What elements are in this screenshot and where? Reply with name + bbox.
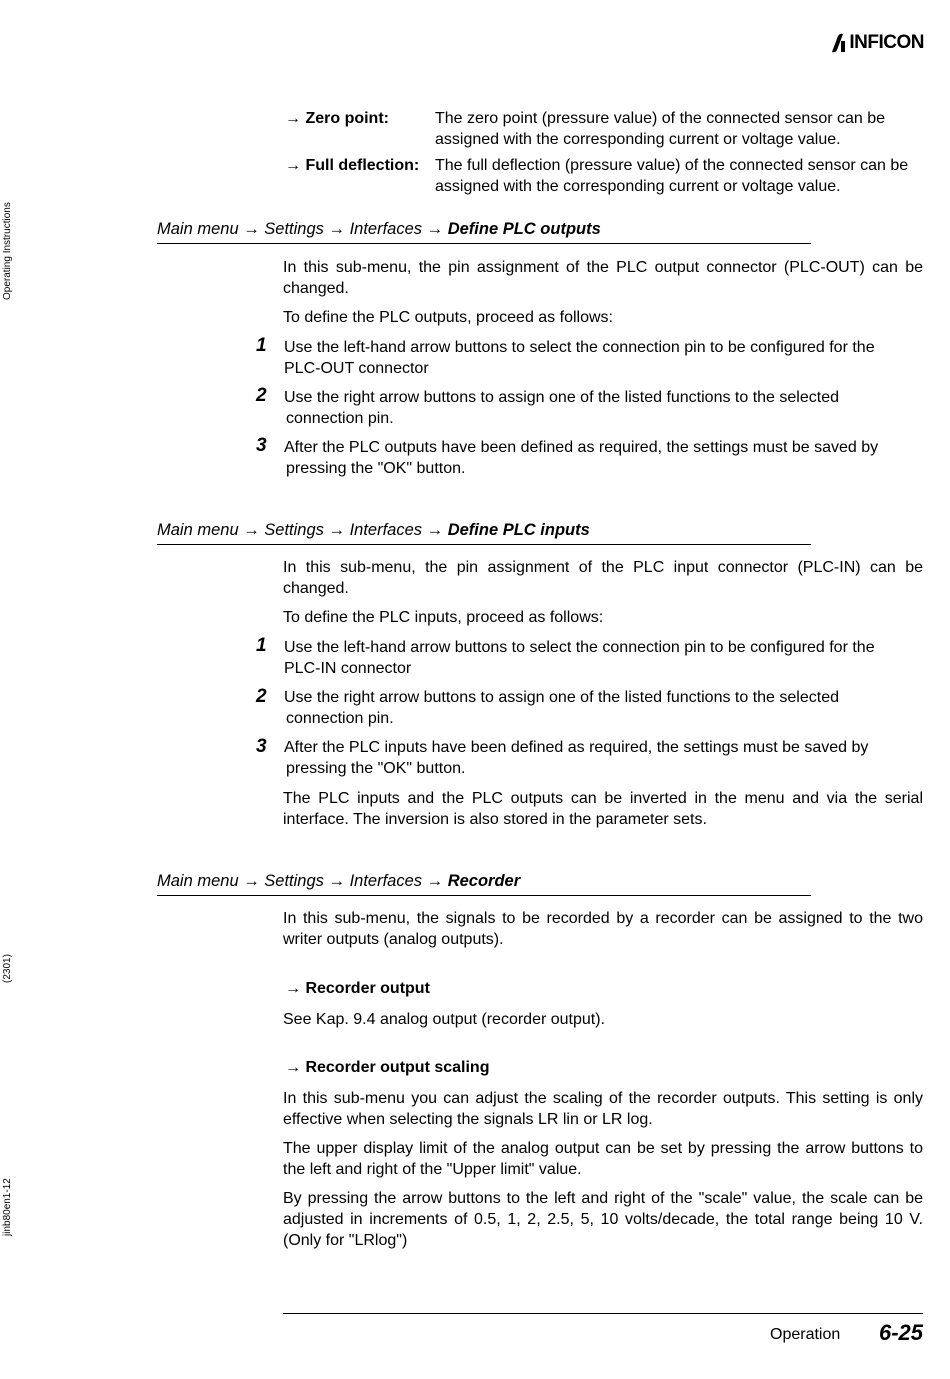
section-heading-plc-inputs <box>157 521 811 545</box>
page-number: 6-25 <box>879 1320 924 1345</box>
plc-inputs-step-1 <box>284 637 924 679</box>
section-title: Define PLC outputs <box>447 220 601 238</box>
step-number: 2 <box>256 385 267 406</box>
plc-inputs-step-3 <box>284 737 924 779</box>
step-text: pressing the "OK" button. <box>286 460 466 477</box>
full-deflection-definition: The full deflection (pressure value) of the connected sensor can be assigned with the corresponding current or voltage value. <box>435 157 909 195</box>
plc-outputs-step-2 <box>284 387 924 429</box>
menu-path: Main menu → Settings → Interfaces → <box>157 521 448 539</box>
logo-text: INFICON <box>849 32 924 53</box>
menu-path: Main menu → Settings → Interfaces → <box>157 872 448 890</box>
step-text: Use the right arrow buttons to assign one of the listed functions to the selected <box>284 389 839 406</box>
section-heading-plc-outputs <box>157 220 811 244</box>
plc-inputs-intro: In this sub-menu, the pin assignment of the PLC input connector (PLC-IN) can be changed. <box>283 559 923 597</box>
recorder-scaling-paragraph-3: By pressing the arrow buttons to the left and right of the "scale" value, the scale can be adjusted in increments of 0.5, 1, 2, 2.5, 5, 10 volts/decade, the total range being 10 V. (Only for "LRlog") <box>283 1190 923 1249</box>
step-text: connection pin. <box>286 410 394 427</box>
step-text: PLC-IN connector <box>284 660 412 677</box>
section-title: Recorder <box>447 872 521 890</box>
recorder-intro: In this sub-menu, the signals to be recorded by a recorder can be assigned to the two writer outputs (analog outputs). <box>283 910 923 948</box>
step-number: 3 <box>256 736 267 757</box>
plc-inputs-step-2 <box>284 687 924 729</box>
step-text: pressing the "OK" button. <box>286 760 466 777</box>
sidebar-date-code: (2301) <box>2 954 13 983</box>
sidebar-doc-id: jinb80en1-12 <box>2 1178 13 1236</box>
section-title: Define PLC inputs <box>447 521 590 539</box>
step-number: 1 <box>256 335 267 356</box>
step-number: 2 <box>256 686 267 707</box>
section-heading-recorder <box>157 872 811 896</box>
menu-path: Main menu → Settings → Interfaces → <box>157 220 448 238</box>
step-text: Use the left-hand arrow buttons to select the connection pin to be configured for the <box>284 339 875 356</box>
full-deflection-term: → Full deflection: <box>285 157 420 174</box>
recorder-output-heading: → Recorder output <box>285 980 430 997</box>
recorder-scaling-paragraph-1: In this sub-menu you can adjust the scaling of the recorder outputs. This setting is only effective when selecting the signals LR lin or LR log. <box>283 1090 923 1128</box>
plc-inversion-note: The PLC inputs and the PLC outputs can be inverted in the menu and via the serial interface. The inversion is also stored in the parameter sets. <box>283 790 923 828</box>
recorder-scaling-heading: → Recorder output scaling <box>285 1059 490 1076</box>
recorder-output-text: See Kap. 9.4 analog output (recorder output). <box>283 1011 605 1028</box>
zero-point-term: → Zero point: <box>285 110 389 127</box>
footer-section-name: Operation <box>770 1326 841 1343</box>
footer-divider <box>283 1313 923 1314</box>
inficon-logo <box>829 32 924 54</box>
step-text: After the PLC inputs have been defined as required, the settings must be saved by <box>284 739 869 756</box>
step-text: connection pin. <box>286 710 394 727</box>
step-text: Use the right arrow buttons to assign one of the listed functions to the selected <box>284 689 839 706</box>
step-text: Use the left-hand arrow buttons to select the connection pin to be configured for the <box>284 639 875 656</box>
recorder-scaling-paragraph-2: The upper display limit of the analog output can be set by pressing the arrow buttons to the left and right of the "Upper limit" value. <box>283 1140 923 1178</box>
step-number: 3 <box>256 435 267 456</box>
step-text: After the PLC outputs have been defined as required, the settings must be saved by <box>284 439 879 456</box>
plc-outputs-step-3 <box>284 437 924 479</box>
sidebar-doc-type: Operating Instructions <box>2 202 13 300</box>
inficon-logo-icon <box>829 33 847 53</box>
step-number: 1 <box>256 635 267 656</box>
step-text: PLC-OUT connector <box>284 360 429 377</box>
plc-outputs-lead: To define the PLC outputs, proceed as follows: <box>283 309 613 326</box>
plc-outputs-intro: In this sub-menu, the pin assignment of the PLC output connector (PLC-OUT) can be changed. <box>283 259 923 297</box>
plc-inputs-lead: To define the PLC inputs, proceed as follows: <box>283 609 604 626</box>
zero-point-definition: The zero point (pressure value) of the connected sensor can be assigned with the corresponding current or voltage value. <box>435 110 886 148</box>
plc-outputs-step-1 <box>284 337 924 379</box>
